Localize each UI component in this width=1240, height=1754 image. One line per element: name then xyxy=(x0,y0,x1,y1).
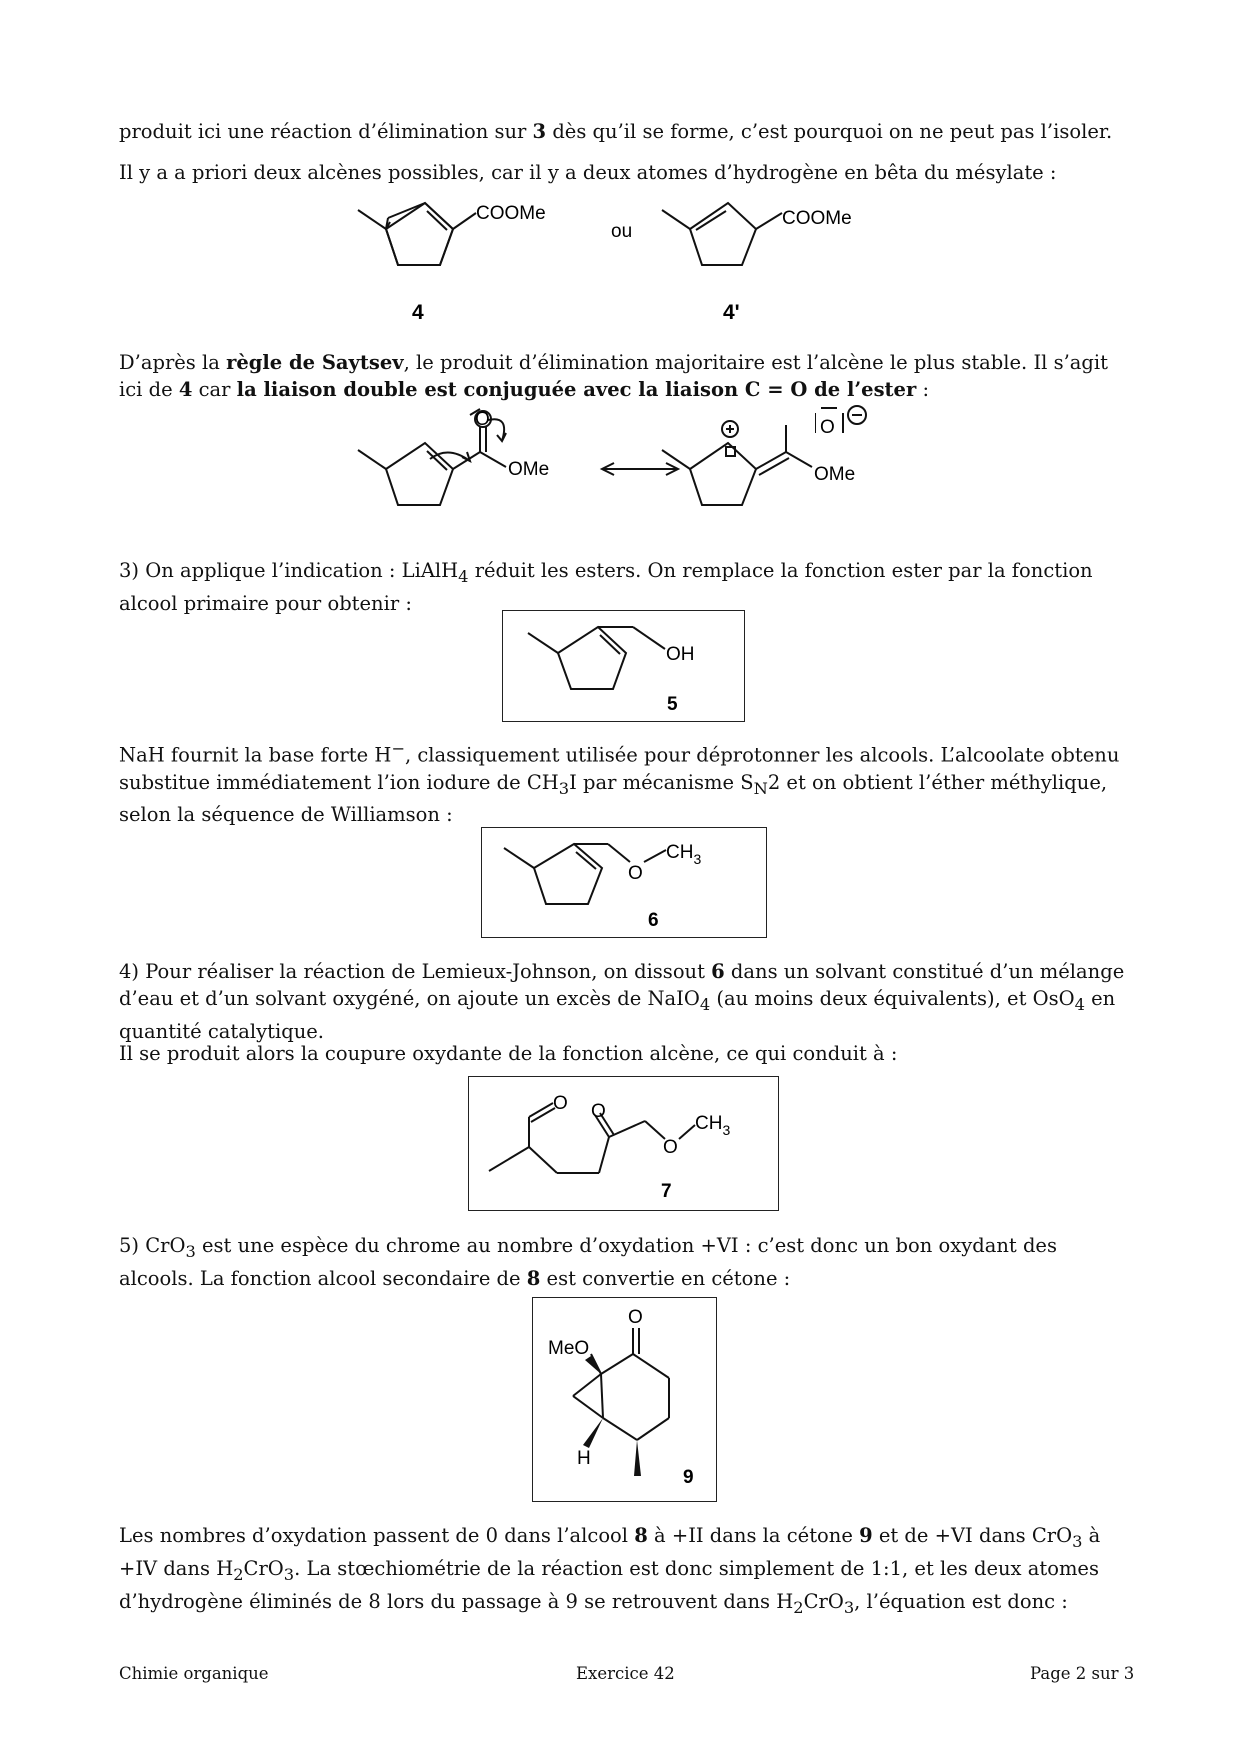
label-o-ether: O xyxy=(628,863,643,884)
paragraph-oxidative-cleavage: Il se produit alors la coupure oxydante de la fonction alcène, ce qui conduit à : xyxy=(119,1042,898,1065)
label-oh: OH xyxy=(666,644,695,665)
compound-7-box xyxy=(468,1076,779,1211)
label-coome-left: COOMe xyxy=(476,203,546,224)
compound-number-4: 4 xyxy=(412,301,424,324)
compound-number-4prime: 4' xyxy=(723,301,740,324)
compound-5-box xyxy=(502,610,745,722)
footer-left: Chimie organique xyxy=(119,1664,269,1683)
label-o-ketone: O xyxy=(591,1101,606,1122)
label-o-ether: O xyxy=(663,1137,678,1158)
paragraph-saytsev: D’après la règle de Saytsev, le produit d’élimination majoritaire est l’alcène le plus stable. Il s’agit ici de 4 car la liaison double est conjuguée avec la liaison C = O de l’ester : xyxy=(119,351,1108,401)
label-ome-left: OMe xyxy=(508,459,550,480)
compound-number-5: 5 xyxy=(667,694,678,715)
label-o-ketone: O xyxy=(628,1307,643,1328)
label-meo: MeO xyxy=(548,1338,590,1359)
paragraph-oxidation-numbers: Les nombres d’oxydation passent de 0 dans l’alcool 8 à +II dans la cétone 9 et de +VI dans CrO$_3$ à +IV dans $H_2CrO_3$. La stœchiométrie de la réaction est donc simplement de 1:1, et les deux atomes d’hydrogène éliminés de 8 lors du passage à 9 se retrouvent dans $H_2CrO_3$, l’équation est donc : xyxy=(119,1524,1101,1617)
footer-right: Page 2 sur 3 xyxy=(1030,1664,1135,1683)
compound-6-structure xyxy=(482,828,766,936)
compound-number-6: 6 xyxy=(648,910,659,931)
label-o-right: O xyxy=(820,417,835,438)
paragraph-cro3: 5) CrO$_3$ est une espèce du chrome au nombre d’oxydation +VI : c’est donc un bon oxydant des alcools. La fonction alcool secondaire de 8 est convertie en cétone : xyxy=(119,1234,1057,1290)
label-or: ou xyxy=(611,221,633,242)
label-h: H xyxy=(577,1448,591,1469)
paragraph-lialh4: 3) On applique l’indication : LiAlH$_4$ réduit les esters. On remplace la fonction ester par la fonction alcool primaire pour obtenir : xyxy=(119,559,1093,615)
compound-7-structure xyxy=(469,1077,777,1209)
label-o-aldehyde: O xyxy=(553,1093,568,1114)
label-ome-right: OMe xyxy=(814,464,856,485)
paragraph-elimination: produit ici une réaction d’élimination sur 3 dès qu’il se forme, c’est pourquoi on ne peut pas l’isoler. xyxy=(119,120,1113,143)
paragraph-two-alkenes: Il y a a priori deux alcènes possibles, car il y a deux atomes d’hydrogène en bêta du mésylate : xyxy=(119,161,1057,184)
compound-9-structure xyxy=(533,1298,715,1500)
label-coome-right: COOMe xyxy=(782,208,852,229)
paragraph-williamson: NaH fournit la base forte H−, classiquement utilisée pour déprotonner les alcools. L’alcoolate obtenu substitue immédiatement l’ion iodure de $CH_3I$ par mécanisme $S_N2$ et on obtient l’éther méthylique, selon la séquence de Williamson : xyxy=(119,739,1120,827)
compound-number-9: 9 xyxy=(683,1467,694,1488)
label-o-left: O xyxy=(475,409,490,430)
compound-number-7: 7 xyxy=(661,1181,672,1202)
compound-6-box xyxy=(481,827,767,938)
footer-center: Exercice 42 xyxy=(576,1664,675,1683)
compound-9-box xyxy=(532,1297,717,1502)
figure-alkenes-4-4prime xyxy=(330,195,910,330)
label-ch3: $CH_3$ xyxy=(666,842,702,867)
figure-resonance-oxygen xyxy=(815,405,895,445)
label-ch3: $CH_3$ xyxy=(695,1113,731,1138)
paragraph-lemieux-johnson: 4) Pour réaliser la réaction de Lemieux-Johnson, on dissout 6 dans un solvant constitué d’un mélange d’eau et d’un solvant oxygéné, on ajoute un excès de NaIO$_4$ (au moins deux équivalents), et OsO$_4$ en quantité catalytique. xyxy=(119,960,1125,1043)
compound-5-structure xyxy=(503,611,743,721)
